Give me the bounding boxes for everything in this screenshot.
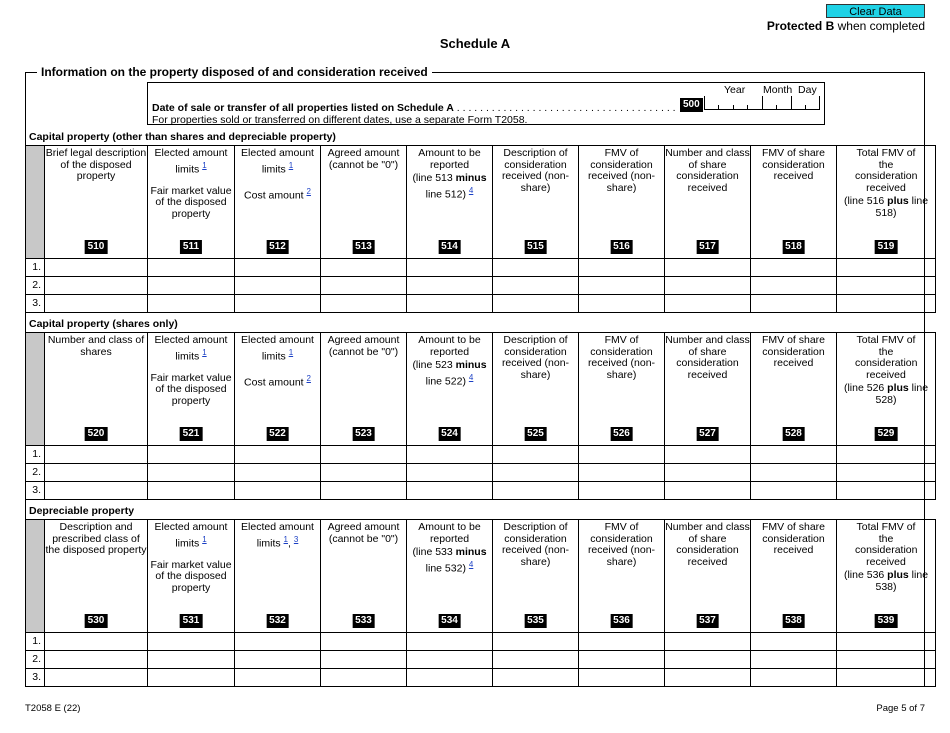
- col-header: Number and class of shares 520: [45, 333, 148, 446]
- col-header: Number and class of share consideration received 527: [665, 333, 751, 446]
- table-header-row: [26, 146, 936, 259]
- table-row: 1.: [26, 259, 936, 277]
- col-header: Elected amount limits $^1$ Cost amount $^2$ 522: [235, 333, 321, 446]
- col-header: FMV of consideration received (non-share) 516: [579, 146, 665, 259]
- gray-cell: [26, 520, 45, 633]
- col-header: Elected amount limits $^1$ Fair market value of the disposed property 511: [148, 146, 235, 259]
- col-header: Agreed amount (cannot be "0") 533: [321, 520, 407, 633]
- table-row: 1.: [26, 446, 936, 464]
- month-day-label: Month Day: [763, 84, 817, 96]
- gray-cell: [26, 146, 45, 259]
- col-header: Brief legal description of the disposed property 510: [45, 146, 148, 259]
- year-label: Year: [724, 84, 746, 96]
- col-header: Number and class of share consideration received 517: [665, 146, 751, 259]
- col-header: Description and prescribed class of the disposed property 530: [45, 520, 148, 633]
- col-header: Agreed amount (cannot be "0") 513: [321, 146, 407, 259]
- table-row: 3.: [26, 482, 936, 500]
- page-number: Page 5 of 7: [876, 703, 925, 714]
- col-header: Elected amount limits $^1$, $^3$ 532: [235, 520, 321, 633]
- col-header: Amount to be reported (line 523 minus line 522) $^4$ 524: [407, 333, 493, 446]
- col-header: FMV of share consideration received 538: [751, 520, 837, 633]
- section-title-depreciable-property: Depreciable property: [29, 505, 135, 517]
- date-note: For properties sold or transferred on different dates, use a separate Form T2058.: [152, 114, 528, 126]
- table-header-row: [26, 333, 936, 446]
- form-number: T2058 E (22): [25, 703, 81, 714]
- col-header: Elected amount limits $^1$ Cost amount $^2$ 512: [235, 146, 321, 259]
- col-header: Total FMV of the consideration received (line 516 plus line 518) 519: [837, 146, 936, 259]
- section-title-shares-only: Capital property (shares only): [29, 318, 178, 330]
- section-title-capital-property: Capital property (other than shares and depreciable property): [29, 131, 336, 143]
- table-header-row: [26, 520, 936, 633]
- date-label: Date of sale or transfer of all properties listed on Schedule A . . . . . . . . . . . . . . . . . . . . . . . . . . . . . . . . . . . . . .: [152, 102, 676, 114]
- col-header: Elected amount limits $^1$ Fair market value of the disposed property 521: [148, 333, 235, 446]
- col-header: FMV of share consideration received 528: [751, 333, 837, 446]
- table-row: 3.: [26, 669, 936, 687]
- capital-property-table: [25, 145, 936, 313]
- line-code-500: 500: [680, 98, 703, 112]
- col-header: FMV of consideration received (non-share) 526: [579, 333, 665, 446]
- protected-b-label: Protected B when completed: [766, 19, 925, 33]
- col-header: Elected amount limits $^1$ Fair market value of the disposed property 531: [148, 520, 235, 633]
- col-header: FMV of share consideration received 518: [751, 146, 837, 259]
- col-header: Total FMV of the consideration received (line 526 plus line 528) 529: [837, 333, 936, 446]
- table-row: 2.: [26, 464, 936, 482]
- date-input[interactable]: [704, 96, 820, 110]
- table-row: 2.: [26, 277, 936, 295]
- depreciable-property-table: [25, 519, 936, 687]
- col-header: Number and class of share consideration received 537: [665, 520, 751, 633]
- gray-cell: [26, 333, 45, 446]
- col-header: Total FMV of the consideration received (line 536 plus line 538) 539: [837, 520, 936, 633]
- col-header: Agreed amount (cannot be "0") 523: [321, 333, 407, 446]
- col-header: Description of consideration received (non-share) 515: [493, 146, 579, 259]
- col-header: Amount to be reported (line 513 minus line 512) $^4$ 514: [407, 146, 493, 259]
- clear-data-button[interactable]: Clear Data: [826, 4, 925, 18]
- table-row: 2.: [26, 651, 936, 669]
- col-header: Amount to be reported (line 533 minus line 532) $^4$ 534: [407, 520, 493, 633]
- table-row: 1.: [26, 633, 936, 651]
- col-header: Description of consideration received (non-share) 525: [493, 333, 579, 446]
- col-header: FMV of consideration received (non-share) 536: [579, 520, 665, 633]
- page-title: Schedule A: [439, 36, 511, 51]
- shares-only-table: [25, 332, 936, 500]
- section-legend: Information on the property disposed of and consideration received: [37, 65, 432, 79]
- col-header: Description of consideration received (non-share) 535: [493, 520, 579, 633]
- table-row: 3.: [26, 295, 936, 313]
